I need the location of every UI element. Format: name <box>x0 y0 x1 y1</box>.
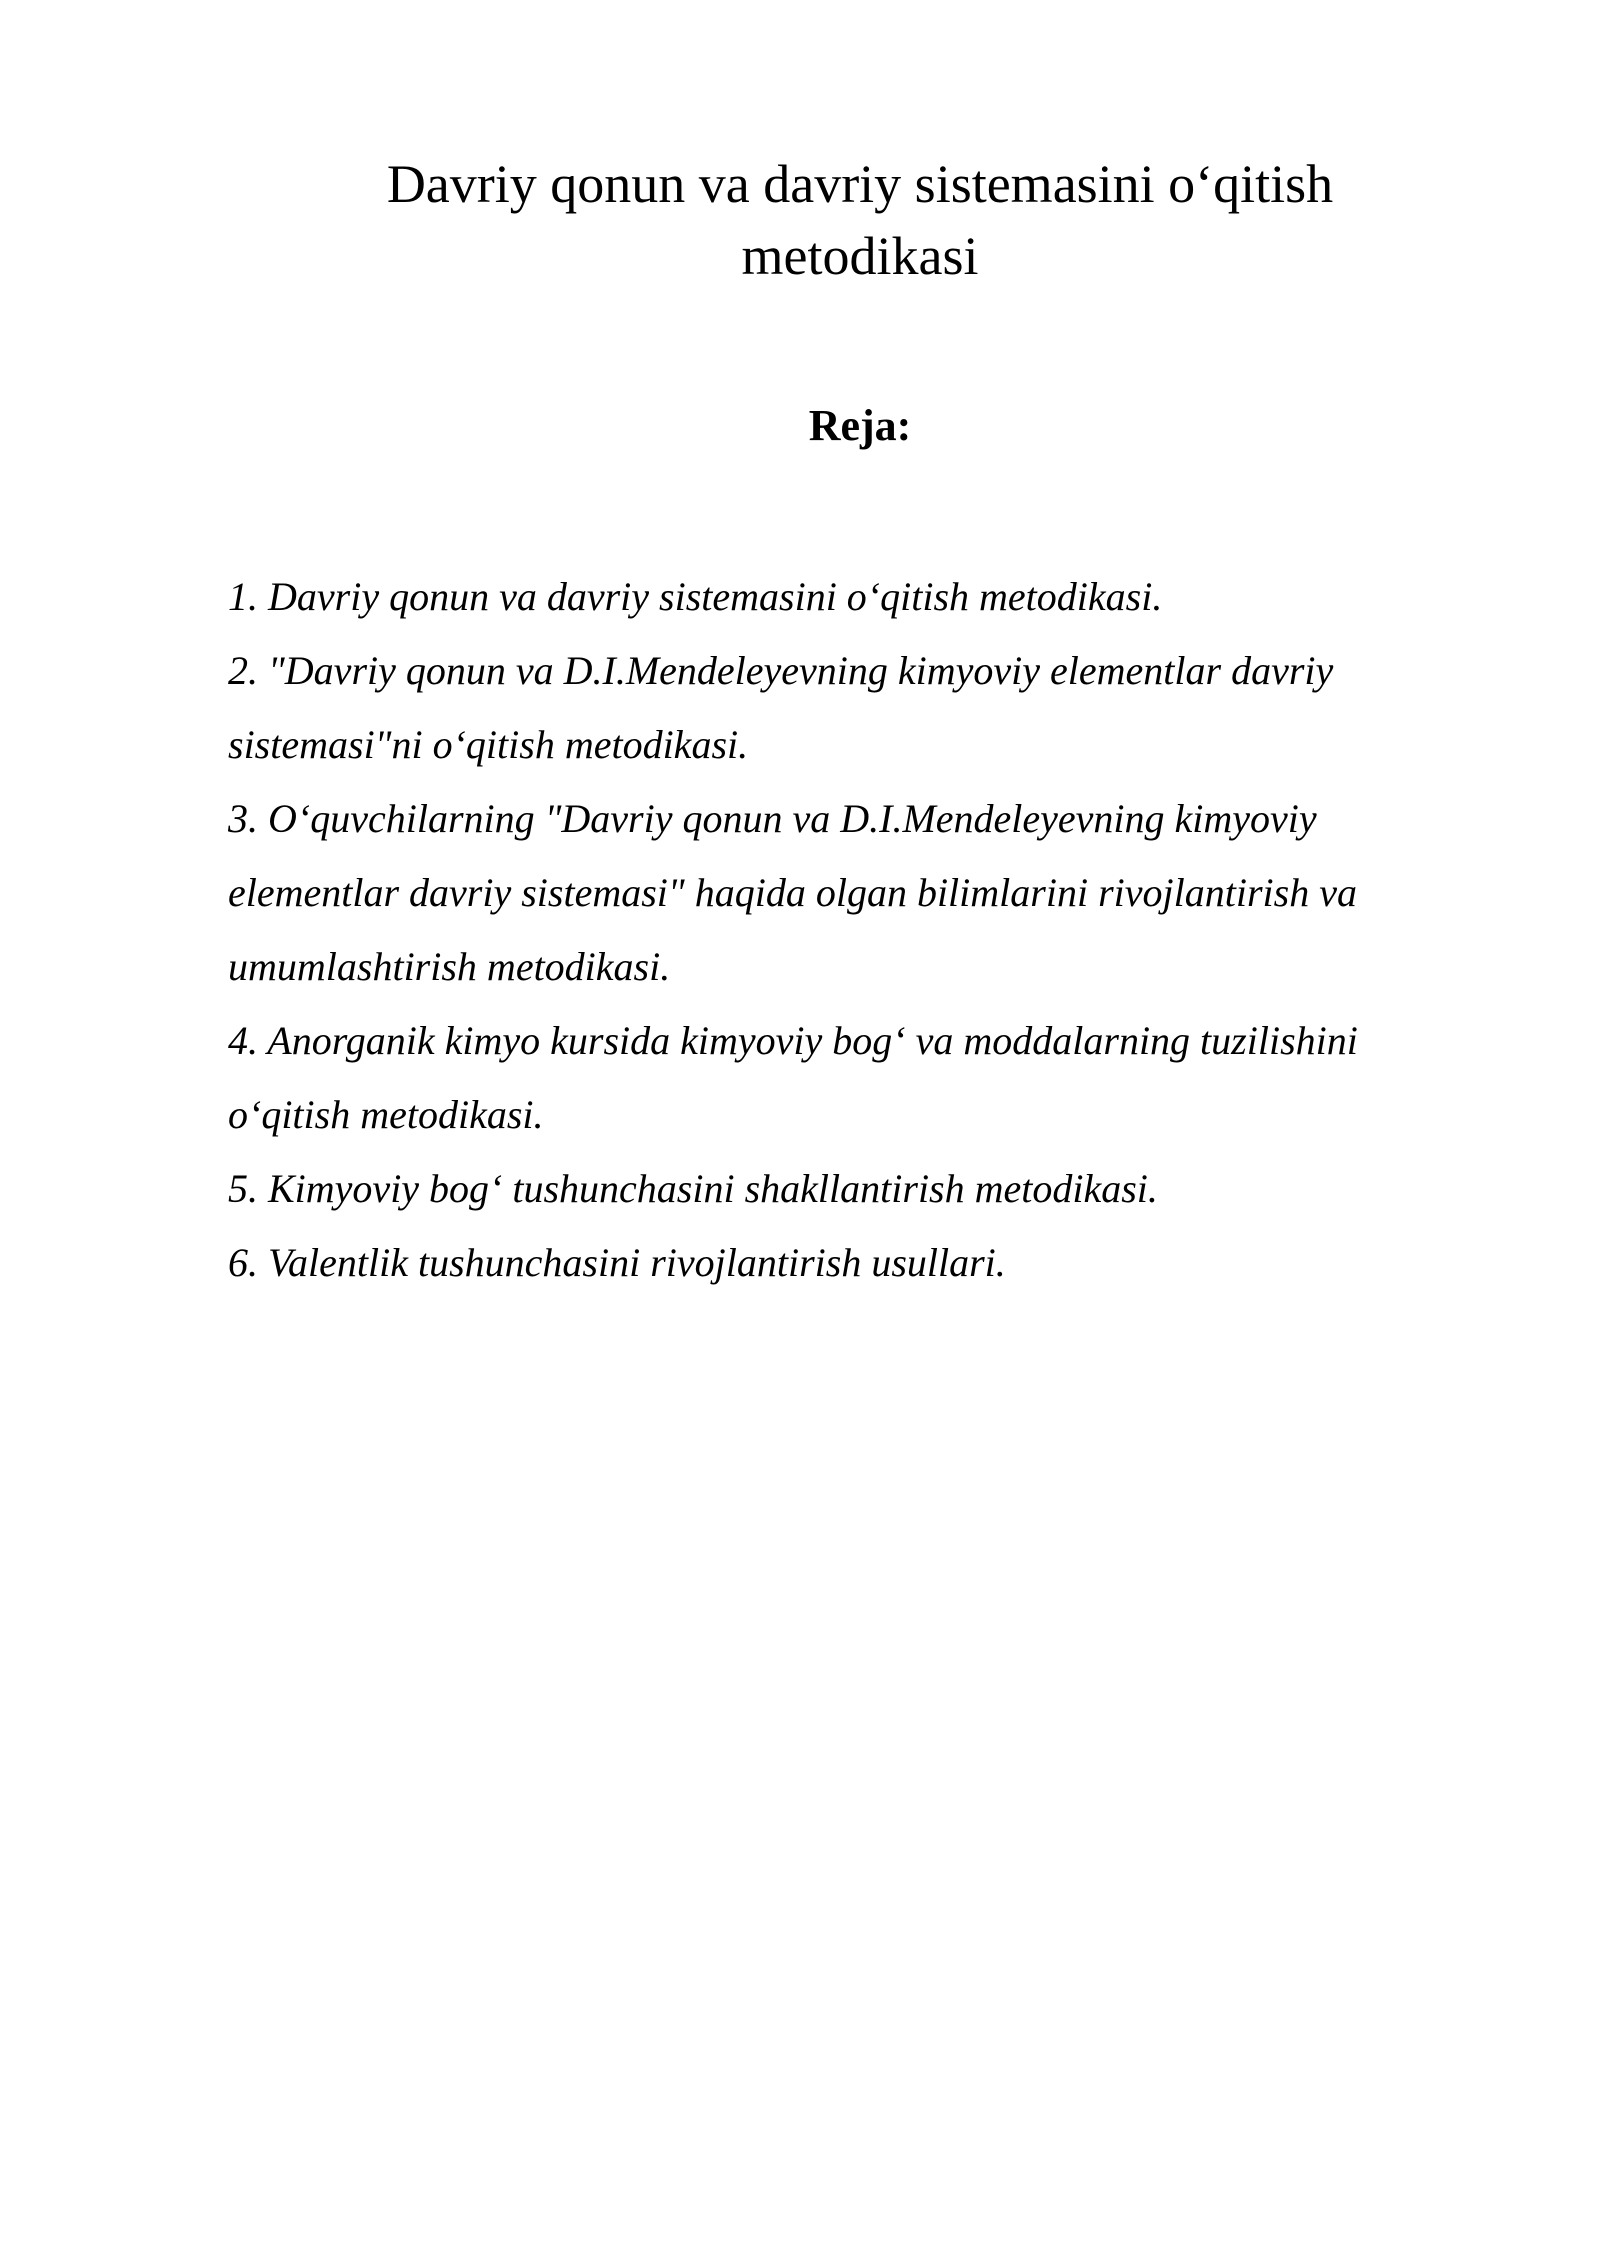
plan-list <box>228 560 1468 1300</box>
plan-item-6: 6. Valentlik tushunchasini rivojlantirish usullari. <box>228 1240 1006 1285</box>
plan-item-3: 3. O‘quvchilarning "Davriy qonun va D.I.Mendeleyevning kimyoviy elementlar davriy sistemasi" haqida olgan bilimlarini rivojlantirish va umumlashtirish metodikasi. <box>228 796 1357 989</box>
document-title: Davriy qonun va davriy sistemasini o‘qitish metodikasi <box>386 154 1334 286</box>
plan-heading: Reja: <box>808 401 912 450</box>
plan-item-4: 4. Anorganik kimyo kursida kimyoviy bog‘ va moddalarning tuzilishini o‘qitish metodikasi. <box>228 1018 1358 1137</box>
plan-item-5: 5. Kimyoviy bog‘ tushunchasini shakllantirish metodikasi. <box>228 1166 1158 1211</box>
plan-item-2: 2. "Davriy qonun va D.I.Mendeleyevning kimyoviy elementlar davriy sistemasi"ni o‘qitish metodikasi. <box>228 648 1334 767</box>
plan-item-1: 1. Davriy qonun va davriy sistemasini o‘qitish metodikasi. <box>228 574 1163 619</box>
